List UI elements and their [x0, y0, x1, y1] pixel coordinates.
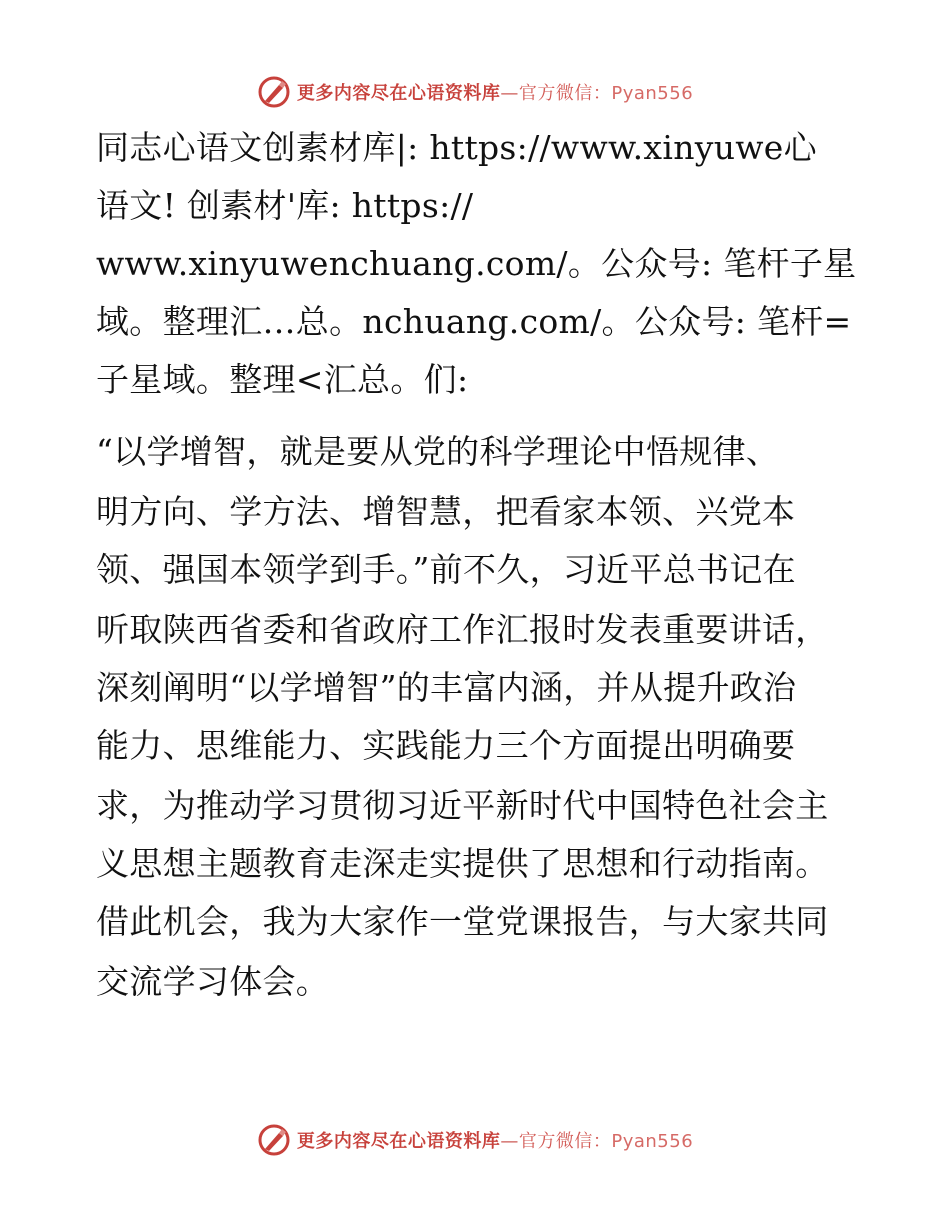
text-line: 明方向、学方法、增智慧，把看家本领、兴党本	[96, 492, 796, 531]
watermark-account: Pyan556	[611, 83, 694, 104]
text-line: 语文! 创素材'库: https://	[96, 186, 474, 225]
footer-watermark	[0, 1118, 950, 1162]
watermark-dash: —	[500, 1131, 519, 1152]
text-line: 领、强国本领学到手。”前不久，习近平总书记在	[96, 550, 796, 589]
watermark-dash: —	[500, 83, 519, 104]
text-line: www.xinyuwenchuang.com/。公众号: 笔杆子星	[96, 244, 857, 283]
watermark-wechat-label: 官方微信：	[518, 83, 612, 104]
watermark-account: Pyan556	[611, 1131, 694, 1152]
watermark-wechat-label: 官方微信：	[518, 1131, 612, 1152]
watermark-main-text: 更多内容尽在心语资料库	[296, 1131, 501, 1152]
pen-circle-logo-icon	[257, 75, 291, 109]
text-line: “以学增智，就是要从党的科学理论中悟规律、	[96, 432, 780, 471]
text-line: 交流学习体会。	[96, 962, 330, 1001]
text-line: 深刻阐明“以学增智”的丰富内涵，并从提升政治	[96, 668, 797, 707]
watermark-main-text: 更多内容尽在心语资料库	[296, 83, 501, 104]
text-line: 域。整理汇…总。nchuang.com/。公众号: 笔杆=	[96, 302, 852, 341]
pen-circle-logo-icon	[257, 1123, 291, 1157]
text-line: 义思想主题教育走深走实提供了思想和行动指南。	[96, 844, 829, 883]
text-line: 同志心语文创素材库|: https://www.xinyuwe心	[96, 128, 817, 167]
text-line: 求，为推动学习贯彻习近平新时代中国特色社会主	[96, 786, 829, 825]
text-line: 听取陕西省委和省政府工作汇报时发表重要讲话，	[96, 610, 829, 649]
text-line: 能力、思维能力、实践能力三个方面提出明确要	[96, 726, 796, 765]
text-line: 子星域。整理<汇总。们:	[96, 360, 469, 399]
text-line: 借此机会，我为大家作一堂党课报告，与大家共同	[96, 902, 829, 941]
header-watermark	[0, 70, 950, 114]
